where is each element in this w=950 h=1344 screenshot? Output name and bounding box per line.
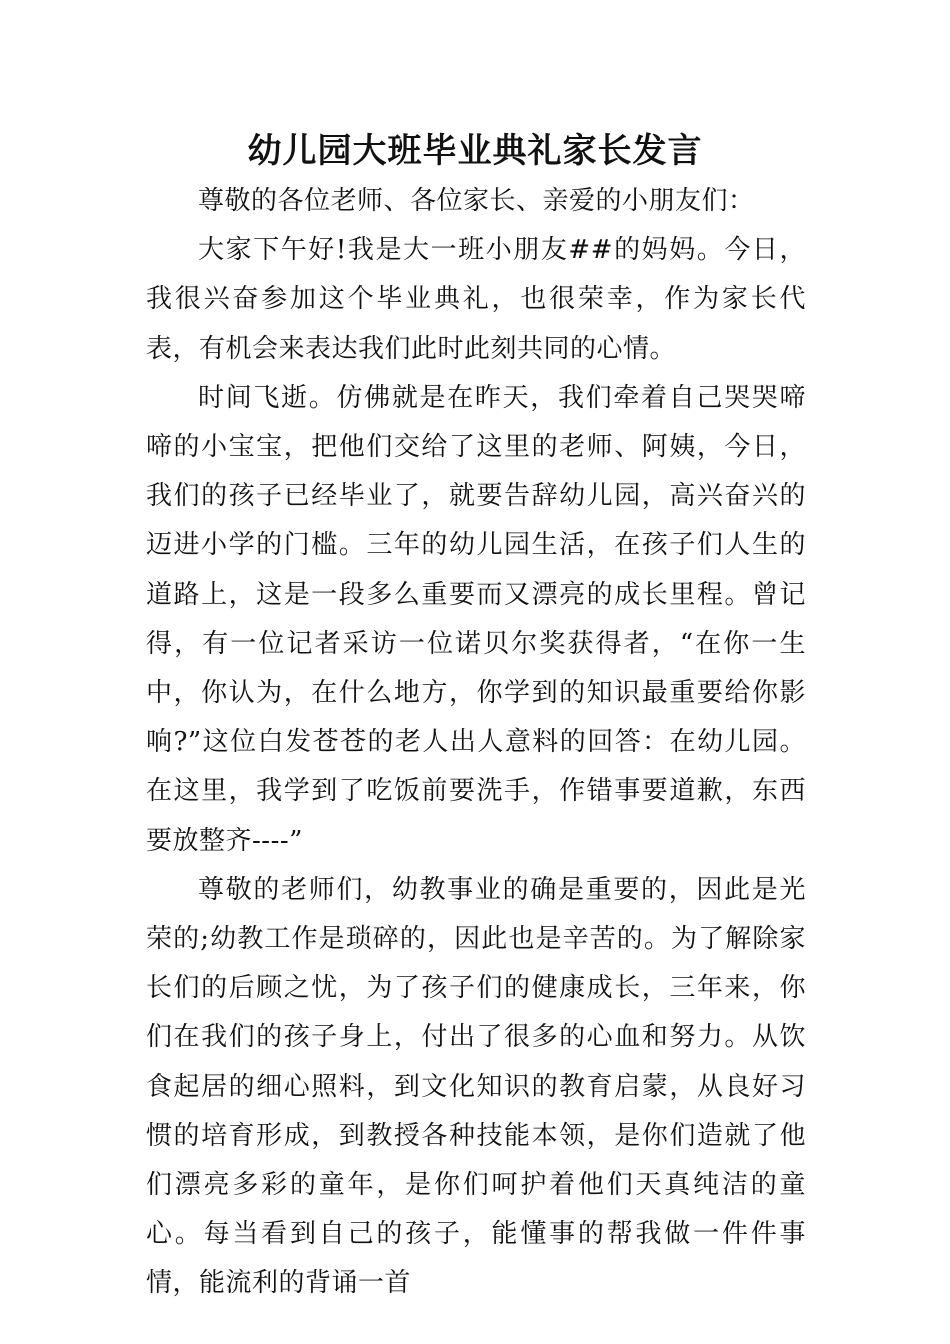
body-paragraph: 大家下午好!我是大一班小朋友##的妈妈。今日，我很兴奋参加这个毕业典礼，也很荣幸，作为家长代表，有机会来表达我们此时此刻共同的心情。 (146, 235, 806, 364)
document-body (146, 177, 806, 1309)
body-paragraph: 时间飞逝。仿佛就是在昨天，我们牵着自己哭哭啼啼的小宝宝，把他们交给了这里的老师、阿姨，今日，我们的孩子已经毕业了，就要告辞幼儿园，高兴奋兴的迈进小学的门槛。三年的幼儿园生活，在孩子们人生的道路上，这是一段多么重要而又漂亮的成长里程。曾记得，有一位记者采访一位诺贝尔奖获得者，“在你一生中，你认为，在什么地方，你学到的知识最重要给你影响?”这位白发苍苍的老人出人意料的回答：在幼儿园。在这里，我学到了吃饭前要洗手，作错事要道歉，东西要放整齐----” (146, 382, 806, 856)
salutation-paragraph: 尊敬的各位老师、各位家长、亲爱的小朋友们： (198, 186, 755, 216)
body-paragraph: 尊敬的老师们，幼教事业的确是重要的，因此是光荣的;幼教工作是琐碎的，因此也是辛苦的。为了解除家长们的后顾之忧，为了孩子们的健康成长，三年来，你们在我们的孩子身上，付出了很多的心血和努力。从饮食起居的细心照料，到文化知识的教育启蒙，从良好习惯的培育形成，到教授各种技能本领，是你们造就了他们漂亮多彩的童年，是你们呵护着他们天真纯洁的童心。每当看到自己的孩子，能懂事的帮我做一件件事情，能流利的背诵一首 (146, 874, 806, 1299)
document-title: 幼儿园大班毕业典礼家长发言 (247, 131, 703, 171)
